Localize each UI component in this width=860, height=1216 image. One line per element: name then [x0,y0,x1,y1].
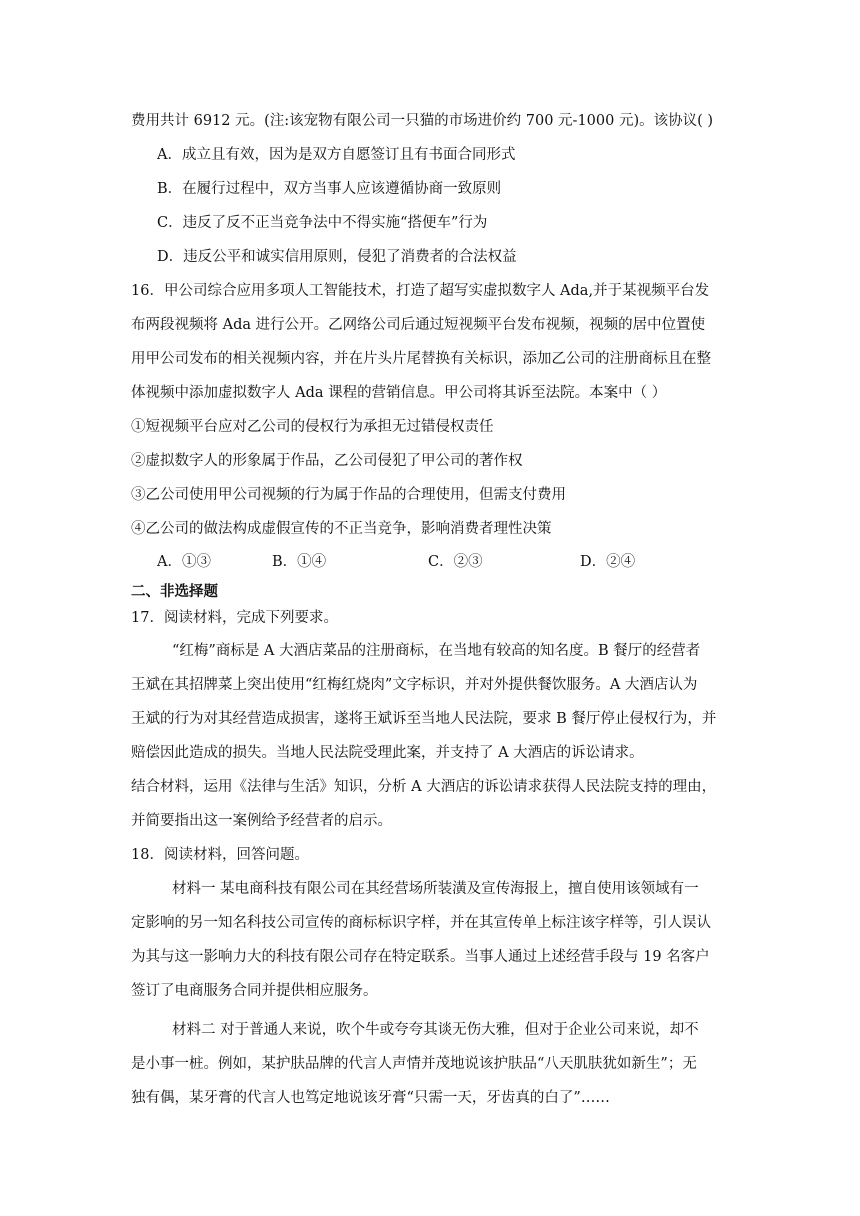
q16-statement-2: ②虚拟数字人的形象属于作品，乙公司侵犯了甲公司的著作权 [131,453,523,469]
q15-option-d: D．违反公平和诚实信用原则，侵犯了消费者的合法权益 [157,249,517,265]
q16-statement-3: ③乙公司使用甲公司视频的行为属于作品的合理使用，但需支付费用 [131,487,566,503]
q16-choices [157,551,757,573]
q18-material1-line-3: 为其与这一影响力大的科技有限公司存在特定联系。当事人通过上述经营手段与 19 名客户 [131,949,710,965]
q18-material2-line-1: 材料二 对于普通人来说，吹个牛或夸夸其谈无伤大雅，但对于企业公司来说，却不 [172,1022,699,1038]
section-title: 二、非选择题 [131,584,218,600]
q15-stem-end: 费用共计 6912 元。(注:该宠物有限公司一只猫的市场进价约 700 元-1000 元)。该协议( ) [131,113,714,129]
q16-choice-b: B．①④ [272,554,327,570]
q16-statement-4: ④乙公司的做法构成虚假宣传的不正当竞争，影响消费者理性决策 [131,521,552,537]
q17-material-line-4: 赔偿因此造成的损失。当地人民法院受理此案，并支持了 A 大酒店的诉讼请求。 [131,745,644,761]
q18-material2-line-3: 独有偶，某牙膏的代言人也笃定地说该牙膏“只需一天，牙齿真的白了”…… [131,1090,610,1106]
q18-material1-line-2: 定影响的另一知名科技公司宣传的商标标识字样，并在其宣传单上标注该字样等，引人误认 [131,915,711,931]
q18-material2-line-2: 是小事一桩。例如，某护肤品牌的代言人声情并茂地说该护肤品“八天肌肤犹如新生”；无 [131,1056,697,1072]
q18-stem: 18．阅读材料，回答问题。 [131,847,309,863]
q16-stem-line-3: 用甲公司发布的相关视频内容，并在片头片尾替换有关标识，添加乙公司的注册商标且在整 [131,351,711,367]
q17-material-line-3: 王斌的行为对其经营造成损害，遂将王斌诉至当地人民法院，要求 B 餐厅停止侵权行为，并 [131,711,717,727]
q16-stem-line-4: 体视频中添加虚拟数字人 Ada 课程的营销信息。甲公司将其诉至法院。本案中（ ） [131,385,667,401]
q18-material1-line-1: 材料一 某电商科技有限公司在其经营场所装潢及宣传海报上，擅自使用该领域有一 [172,881,699,897]
q16-statement-1: ①短视频平台应对乙公司的侵权行为承担无过错侵权责任 [131,419,494,435]
q18-material1-line-4: 签订了电商服务合同并提供相应服务。 [131,983,378,999]
q17-stem: 17．阅读材料，完成下列要求。 [131,610,338,626]
q16-choice-a: A．①③ [157,554,211,570]
q17-material-line-2: 王斌在其招牌菜上突出使用“红梅红烧肉”文字标识，并对外提供餐饮服务。A 大酒店认为 [131,677,698,693]
q16-stem-line-2: 布两段视频将 Ada 进行公开。乙网络公司后通过短视频平台发布视频，视频的居中位置使 [131,317,706,333]
q16-stem-line-1: 16．甲公司综合应用多项人工智能技术，打造了超写实虚拟数字人 Ada,并于某视频平台发 [131,283,710,299]
q17-material-line-1: “红梅”商标是 A 大酒店菜品的注册商标，在当地有较高的知名度。B 餐厅的经营者 [172,643,701,659]
q16-choice-c: C．②③ [428,554,483,570]
q17-question-line-2: 并简要指出这一案例给予经营者的启示。 [131,813,392,829]
q15-option-a: A．成立且有效，因为是双方自愿签订且有书面合同形式 [157,147,516,163]
q15-option-c: C．违反了反不正当竞争法中不得实施“搭便车”行为 [157,215,488,231]
q17-question-line-1: 结合材料，运用《法律与生活》知识，分析 A 大酒店的诉讼请求获得人民法院支持的理由， [131,779,717,795]
q15-option-b: B．在履行过程中，双方当事人应该遵循协商一致原则 [157,181,502,197]
q16-choice-d: D．②④ [580,554,636,570]
